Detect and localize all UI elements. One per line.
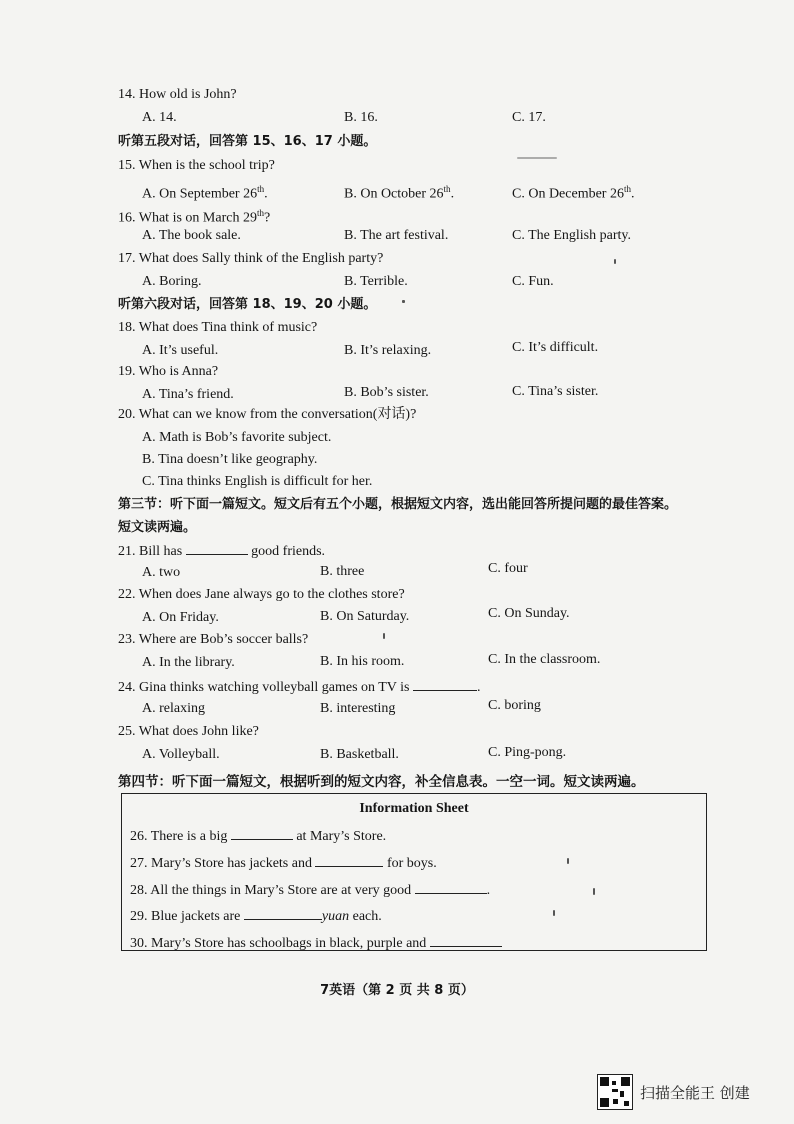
qr-code-icon	[597, 1074, 633, 1110]
q15-option-a: A. On September 26th.	[142, 184, 268, 202]
q19-option-b: B. Bob’s sister.	[344, 385, 429, 400]
section-5-instruction: 听第五段对话，回答第 15、16、17 小题。	[118, 134, 377, 149]
answer-blank	[415, 880, 487, 894]
answer-blank	[315, 853, 383, 867]
q19-option-a: A. Tina’s friend.	[142, 387, 234, 402]
question-16: 16. What is on March 29th?	[118, 208, 271, 226]
q18-option-a: A. It’s useful.	[142, 343, 219, 358]
q23-option-c: C. In the classroom.	[488, 652, 601, 667]
answer-blank	[244, 906, 322, 920]
q20-option-a: A. Math is Bob’s favorite subject.	[142, 430, 332, 445]
answer-blank	[231, 826, 293, 840]
question-25: 25. What does John like?	[118, 724, 259, 739]
part-3-instruction: 第三节：听下面一篇短文。短文后有五个小题，根据短文内容，选出能回答所提问题的最佳答案。	[118, 497, 678, 512]
q22-option-b: B. On Saturday.	[320, 609, 410, 624]
information-sheet-title: Information Sheet	[359, 801, 469, 816]
scan-speck	[593, 888, 595, 895]
answer-blank	[413, 677, 477, 691]
q14-option-b: B. 16.	[344, 110, 378, 125]
sheet-row-30: 30. Mary’s Store has schoolbags in black, purple and	[130, 933, 502, 953]
q23-option-a: A. In the library.	[142, 655, 235, 670]
q21-option-c: C. four	[488, 561, 528, 576]
q15-option-c: C. On December 26th.	[512, 184, 635, 202]
question-15: 15. When is the school trip?	[118, 158, 275, 173]
question-17: 17. What does Sally think of the English party?	[118, 251, 384, 266]
q25-option-b: B. Basketball.	[320, 747, 399, 762]
question-20: 20. What can we know from the conversation(对话)?	[118, 407, 417, 422]
part-4-instruction: 第四节：听下面一篇短文，根据听到的短文内容，补全信息表。一空一词。短文读两遍。	[118, 774, 645, 790]
q16-option-c: C. The English party.	[512, 228, 631, 243]
scan-speck	[383, 633, 385, 639]
question-21: 21. Bill has good friends.	[118, 541, 325, 561]
question-14: 14. How old is John?	[118, 87, 237, 102]
question-22: 22. When does Jane always go to the clothes store?	[118, 587, 405, 602]
q21-option-b: B. three	[320, 564, 365, 579]
sheet-row-27: 27. Mary’s Store has jackets and for boys.	[130, 853, 437, 873]
question-19: 19. Who is Anna?	[118, 364, 219, 379]
page-footer: 7英语（第 2 页 共 8 页）	[320, 983, 474, 998]
q14-option-a: A. 14.	[142, 110, 177, 125]
q21-option-a: A. two	[142, 565, 181, 580]
section-6-instruction: 听第六段对话，回答第 18、19、20 小题。	[118, 297, 377, 312]
question-24: 24. Gina thinks watching volleyball games on TV is .	[118, 677, 481, 697]
q24-option-a: A. relaxing	[142, 701, 205, 716]
question-18: 18. What does Tina think of music?	[118, 320, 318, 335]
q17-option-a: A. Boring.	[142, 274, 202, 289]
q15-option-b: B. On October 26th.	[344, 184, 455, 202]
q17-option-b: B. Terrible.	[344, 274, 408, 289]
q20-option-b: B. Tina doesn’t like geography.	[142, 452, 318, 467]
q22-option-c: C. On Sunday.	[488, 606, 570, 621]
answer-blank	[186, 541, 248, 555]
q17-option-c: C. Fun.	[512, 274, 554, 289]
sheet-row-28: 28. All the things in Mary’s Store are at very good .	[130, 880, 490, 900]
q24-option-c: C. boring	[488, 698, 541, 713]
q24-option-b: B. interesting	[320, 701, 396, 716]
q25-option-c: C. Ping-pong.	[488, 745, 567, 760]
scan-speck	[402, 300, 405, 303]
question-23: 23. Where are Bob’s soccer balls?	[118, 632, 309, 647]
q23-option-b: B. In his room.	[320, 654, 405, 669]
answer-blank	[430, 933, 502, 947]
sheet-row-29: 29. Blue jackets are yuan each.	[130, 906, 382, 926]
q16-option-a: A. The book sale.	[142, 228, 241, 243]
scanner-watermark: 扫描全能王 创建	[640, 1084, 750, 1102]
q18-option-b: B. It’s relaxing.	[344, 343, 432, 358]
q22-option-a: A. On Friday.	[142, 610, 219, 625]
q16-option-b: B. The art festival.	[344, 228, 449, 243]
q14-option-c: C. 17.	[512, 110, 546, 125]
scan-speck	[517, 157, 557, 159]
scan-speck	[614, 259, 616, 264]
q20-option-c: C. Tina thinks English is difficult for her.	[142, 474, 373, 489]
q25-option-a: A. Volleyball.	[142, 747, 220, 762]
part-3-instruction-cont: 短文读两遍。	[118, 520, 197, 535]
scan-speck	[567, 858, 569, 864]
q18-option-c: C. It’s difficult.	[512, 340, 599, 355]
sheet-row-26: 26. There is a big at Mary’s Store.	[130, 826, 386, 846]
scan-speck	[553, 910, 555, 916]
q19-option-c: C. Tina’s sister.	[512, 384, 599, 399]
